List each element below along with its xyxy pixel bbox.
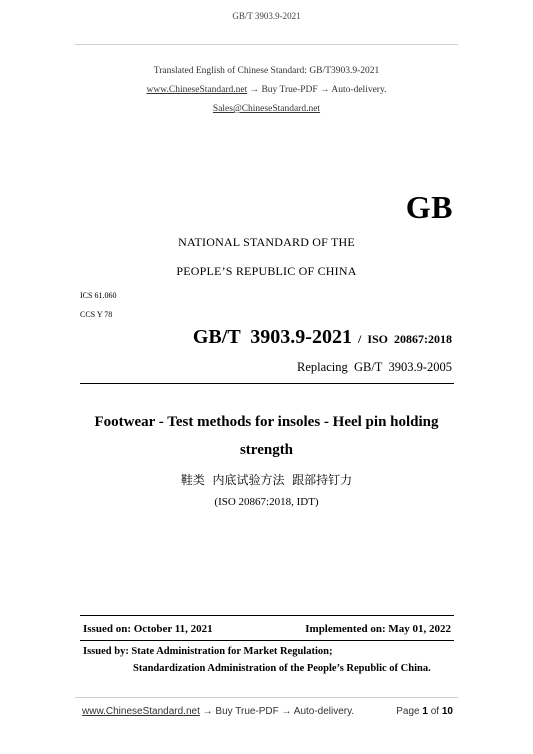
page-label: Page — [396, 706, 420, 717]
replacing-standard: Replacing GB/T 3903.9-2005 — [297, 360, 452, 374]
title-divider — [80, 383, 454, 384]
ics-code: ICS 61.060 — [80, 291, 117, 300]
dates-divider-bottom — [80, 640, 454, 641]
sales-email-link[interactable]: Sales@ChineseStandard.net — [212, 104, 321, 114]
chinesestandard-link[interactable]: www.ChineseStandard.net — [146, 85, 248, 95]
gb-logo: GB — [405, 189, 453, 225]
translation-links — [0, 85, 533, 95]
page-of: of — [430, 706, 440, 717]
chinese-title: 鞋类 内底试验方法 跟部持钉力 — [180, 473, 353, 487]
dates-divider-top — [80, 615, 454, 616]
page-indicator — [396, 706, 453, 717]
footer-divider — [75, 697, 458, 698]
ccs-code: CCS Y 78 — [80, 310, 113, 319]
page-current: 1 — [422, 706, 428, 717]
iso-equivalence: (ISO 20867:2018, IDT) — [214, 496, 319, 508]
iso-equivalent-number: ISO 20867:2018 — [367, 332, 452, 346]
footer-chinesestandard-link[interactable]: www.ChineseStandard.net — [82, 706, 200, 717]
implemented-date: Implemented on: May 01, 2022 — [305, 623, 451, 635]
sales-email-row — [0, 104, 533, 114]
dates-row — [83, 623, 451, 635]
buy-true-pdf-text: → Buy True-PDF → Auto-delivery. — [247, 85, 387, 95]
issued-date: Issued on: October 11, 2021 — [83, 623, 213, 635]
header-divider — [75, 44, 458, 45]
issued-by-line1: Issued by: State Administration for Market Regulation; — [83, 646, 333, 657]
page-footer — [82, 706, 453, 717]
standard-number-main: GB/T 3903.9-2021 — [192, 326, 352, 348]
national-standard-line2: PEOPLE’S REPUBLIC OF CHINA — [176, 264, 357, 278]
running-header: GB/T 3903.9-2021 — [232, 11, 301, 21]
page-total: 10 — [441, 706, 453, 717]
standard-number — [193, 326, 452, 349]
issued-by-line2: Standardization Administration of the People’s Republic of China. — [133, 663, 431, 674]
standard-number-separator: / — [351, 332, 368, 346]
national-standard-line1: NATIONAL STANDARD OF THE — [178, 235, 355, 249]
document-title-line2: strength — [239, 442, 294, 458]
translation-note: Translated English of Chinese Standard: GB/T3903.9-2021 — [153, 66, 380, 76]
footer-buy-text: → Buy True-PDF → Auto-delivery. — [199, 706, 355, 717]
document-title-line1: Footwear - Test methods for insoles - Heel pin holding — [94, 414, 439, 430]
